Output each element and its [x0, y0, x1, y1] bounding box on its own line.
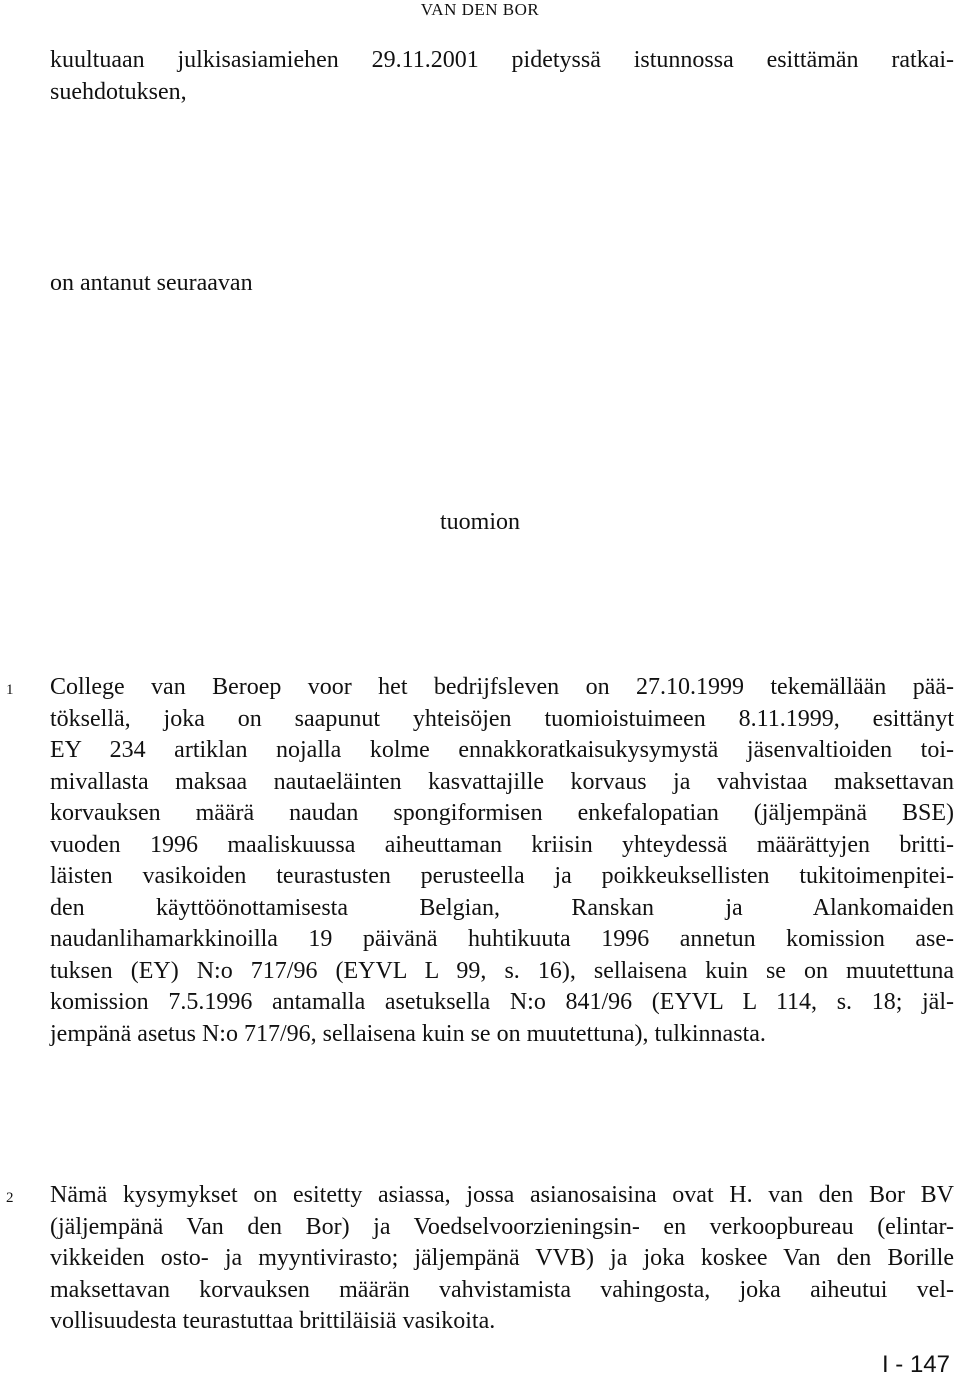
- judgment-heading: tuomion: [439, 509, 520, 535]
- paragraph-line: den käyttöönottamisesta Belgian, Ranskan ja Alankomaiden: [50, 894, 954, 921]
- paragraph-line: maksettavan korvauksen määrän vahvistamista vahingosta, joka aiheutui vel-: [50, 1276, 954, 1303]
- intro-line: suehdotuksen,: [50, 79, 187, 105]
- paragraph-line: läisten vasikoiden teurastusten perusteella ja poikkeuksellisten tukitoimenpitei-: [50, 863, 954, 889]
- paragraph-2: [6, 1180, 954, 1338]
- paragraph-line: mivallasta maksaa nautaeläinten kasvattajille korvaus ja vahvistaa maksettavan: [50, 768, 954, 795]
- paragraph-line: tuksen (EY) N:o 717/96 (EYVL L 99, s. 16), sellaisena kuin se on muutettuna: [50, 957, 954, 984]
- paragraph-line: (jäljempänä Van den Bor) ja Voedselvoorzieningsin- en verkoopbureau (elintar-: [50, 1213, 954, 1240]
- paragraph-1: [6, 672, 954, 1050]
- paragraph-line: korvauksen määrä naudan spongiformisen enkefalopatian (jäljempänä BSE): [50, 800, 954, 826]
- paragraph-line: jempänä asetus N:o 717/96, sellaisena kuin se on muutettuna), tulkinnasta.: [50, 1020, 766, 1047]
- ruling-phrase: on antanut seuraavan: [50, 270, 253, 296]
- paragraph-number: 1: [6, 682, 14, 698]
- paragraph-line: Nämä kysymykset on esitetty asiassa, jossa asianosaisina ovat H. van den Bor BV: [50, 1182, 954, 1208]
- page-number: I - 147: [881, 1351, 950, 1378]
- paragraph-number: 2: [6, 1190, 14, 1206]
- paragraph-line: komission 7.5.1996 antamalla asetuksella N:o 841/96 (EYVL L 114, s. 18; jäl-: [50, 989, 954, 1015]
- running-header: VAN DEN BOR: [420, 0, 540, 19]
- paragraph-line: vuoden 1996 maaliskuussa aiheuttaman kriisin yhteydessä määrättyjen britti-: [50, 831, 954, 858]
- paragraph-line: College van Beroep voor het bedrijfsleven on 27.10.1999 tekemällään pää-: [50, 674, 954, 700]
- intro-line: kuultuaan julkisasiamiehen 29.11.2001 pidetyssä istunnossa esittämän ratkai-: [50, 47, 954, 73]
- paragraph-line: EY 234 artiklan nojalla kolme ennakkoratkaisukysymystä jäsenvaltioiden toi-: [50, 737, 954, 763]
- paragraph-line: naudanlihamarkkinoilla 19 päivänä huhtikuuta 1996 annetun komission ase-: [50, 926, 954, 952]
- paragraph-line: vikkeiden osto- ja myyntivirasto; jäljempänä VVB) ja joka koskee Van den Borille: [50, 1245, 954, 1271]
- paragraph-line: töksellä, joka on saapunut yhteisöjen tuomioistuimeen 8.11.1999, esittänyt: [50, 705, 954, 732]
- paragraph-line: vollisuudesta teurastuttaa brittiläisiä vasikoita.: [50, 1308, 496, 1334]
- intro-text: [50, 44, 954, 108]
